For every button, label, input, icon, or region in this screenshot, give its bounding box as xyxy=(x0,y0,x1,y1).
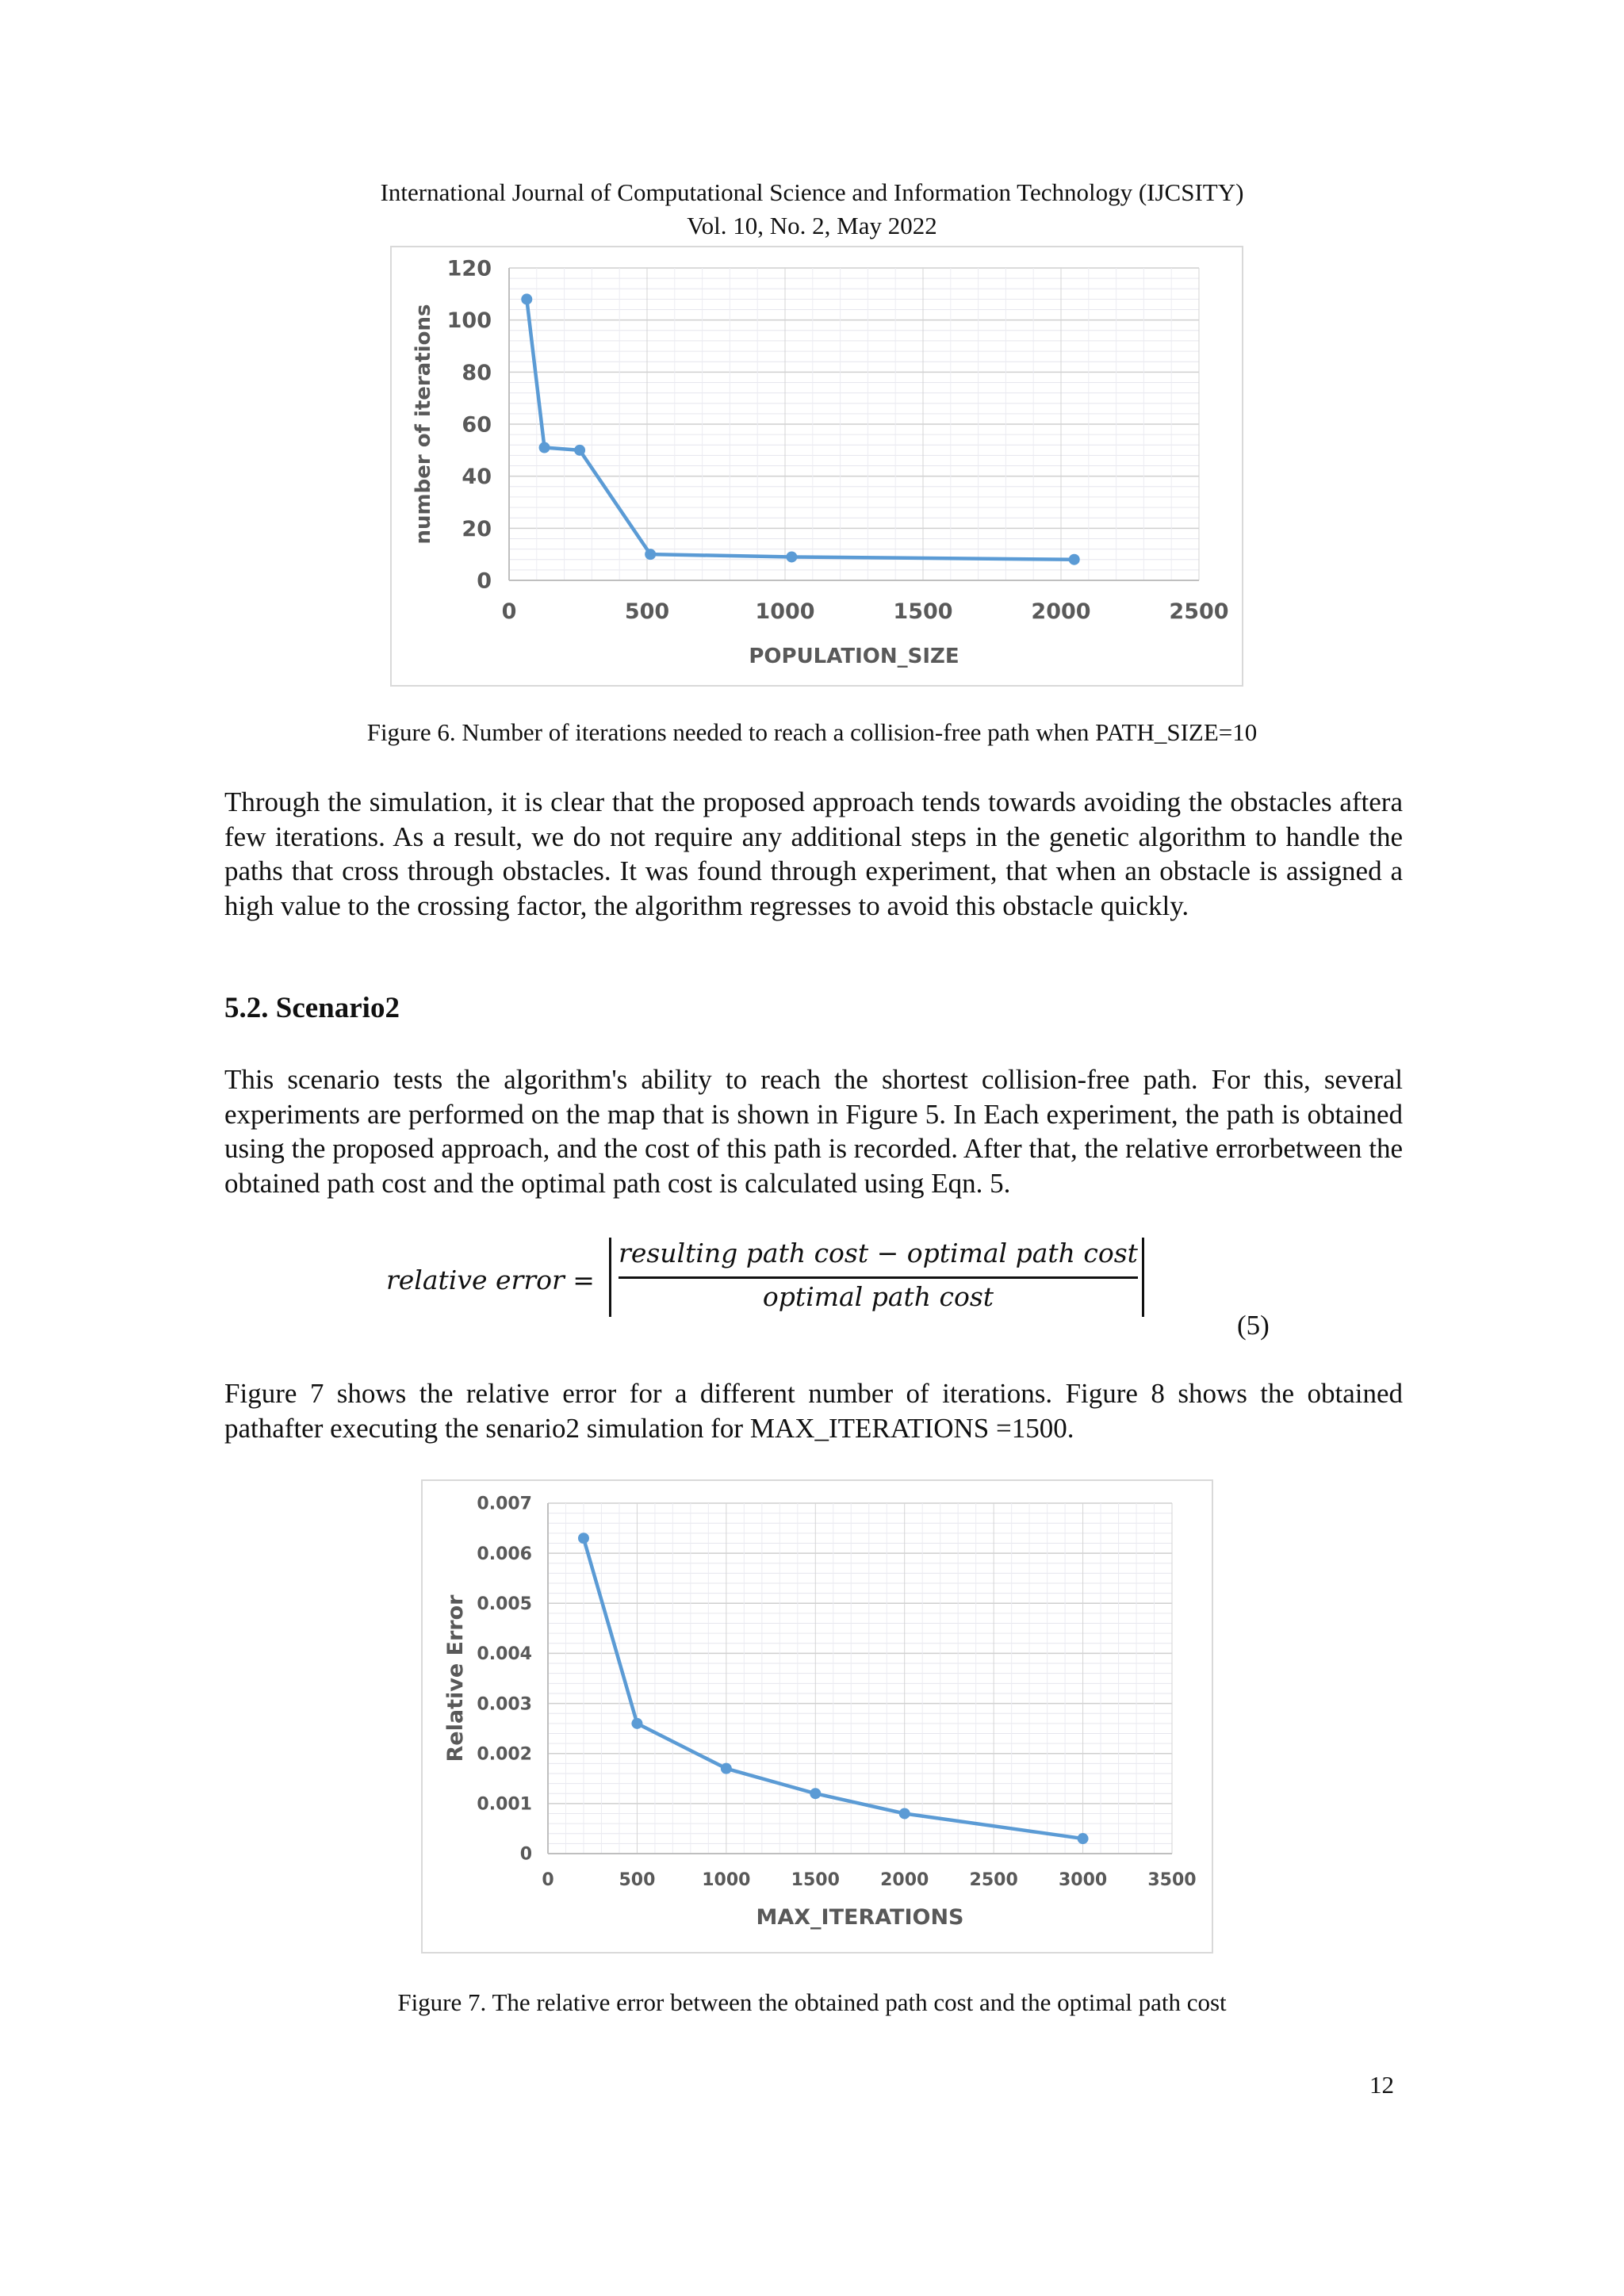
y-tick-label: 0 xyxy=(519,1844,532,1865)
y-tick-label: 0.006 xyxy=(477,1544,532,1564)
x-tick-label: 1500 xyxy=(893,599,953,624)
x-axis-title: MAX_ITERATIONS xyxy=(756,1905,964,1930)
figure-7-svg xyxy=(423,1481,1212,1952)
y-tick-label: 80 xyxy=(462,360,492,385)
y-axis-title: number of iterations xyxy=(412,304,435,545)
x-tick-label: 1000 xyxy=(702,1870,751,1890)
journal-header xyxy=(0,176,1624,243)
y-tick-label: 0.001 xyxy=(477,1794,532,1815)
equation-numerator: resulting path cost − optimal path cost xyxy=(619,1238,1138,1269)
figure-6-caption: Figure 6. Number of iterations needed to reach a collision-free path when PATH_SIZE=10 xyxy=(366,718,1258,746)
paragraph-simulation: Through the simulation, it is clear that the proposed approach tends towards avoiding the obstacles aftera few iterations. As a result, we do not require any additional steps in the genetic algorithm to handle the paths that cross through obstacles. It was found through experiment, that when an obstacle is assigned a high value to the crossing factor, the algorithm regresses to avoid this obstacle quickly. xyxy=(224,786,1403,921)
data-point xyxy=(786,551,797,562)
y-tick-label: 0.005 xyxy=(477,1594,532,1614)
journal-volume: Vol. 10, No. 2, May 2022 xyxy=(687,212,937,239)
y-tick-label: 0.007 xyxy=(477,1494,532,1514)
y-tick-label: 20 xyxy=(462,516,492,541)
figure-6-chart xyxy=(390,246,1243,687)
x-tick-label: 2500 xyxy=(969,1870,1018,1890)
data-point xyxy=(539,442,550,453)
x-tick-label: 2000 xyxy=(880,1870,929,1890)
figure-6-svg xyxy=(392,247,1242,685)
section-heading-scenario2: 5.2. Scenario2 xyxy=(224,992,400,1024)
x-tick-label: 0 xyxy=(542,1870,554,1890)
x-tick-label: 1500 xyxy=(791,1870,840,1890)
x-tick-label: 2500 xyxy=(1169,599,1229,624)
x-axis-title: POPULATION_SIZE xyxy=(749,645,959,668)
equation-abs-bar-right xyxy=(1142,1238,1144,1317)
equation-fraction-bar xyxy=(619,1276,1138,1279)
figure-7-caption: Figure 7. The relative error between the obtained path cost and the optimal path cost xyxy=(397,1988,1227,2016)
data-point xyxy=(721,1763,732,1774)
series-line xyxy=(527,299,1074,559)
x-tick-label: 500 xyxy=(619,1870,656,1890)
data-point xyxy=(521,293,532,304)
y-tick-label: 100 xyxy=(446,308,492,334)
data-point xyxy=(645,549,656,560)
y-tick-label: 0.003 xyxy=(477,1694,532,1715)
y-tick-label: 0 xyxy=(477,568,492,594)
y-tick-label: 40 xyxy=(462,465,492,490)
data-point xyxy=(1069,554,1080,565)
y-axis-title: Relative Error xyxy=(443,1594,468,1762)
equation-lhs: relative error = xyxy=(386,1265,595,1295)
data-point xyxy=(810,1788,821,1799)
data-point xyxy=(1078,1833,1089,1844)
page-number: 12 xyxy=(1369,2071,1394,2099)
equation-number: (5) xyxy=(1237,1310,1270,1341)
x-tick-label: 3000 xyxy=(1058,1870,1108,1890)
x-tick-label: 0 xyxy=(501,599,517,624)
x-tick-label: 2000 xyxy=(1031,599,1091,624)
paragraph-figure7-intro: Figure 7 shows the relative error for a different number of iterations. Figure 8 shows the obtained pathafter executing the senario2 simulation for MAX_ITERATIONS =1500. xyxy=(224,1378,1403,1444)
x-tick-label: 500 xyxy=(624,599,670,624)
data-point xyxy=(578,1533,589,1544)
y-tick-label: 60 xyxy=(462,412,492,438)
data-point xyxy=(631,1718,642,1729)
x-tick-label: 1000 xyxy=(755,599,815,624)
data-point xyxy=(899,1808,910,1819)
equation-relative-error xyxy=(0,1233,1624,1328)
equation-abs-bar-left xyxy=(609,1238,611,1317)
x-tick-label: 3500 xyxy=(1147,1870,1197,1890)
paragraph-scenario2: This scenario tests the algorithm's ability to reach the shortest collision-free path. For this, several experiments are performed on the map that is shown in Figure 5. In Each experiment, the path is obtained using the proposed approach, and the cost of this path is recorded. After that, the relative errorbetween the obtained path cost and the optimal path cost is calculated using Eqn. 5. xyxy=(224,1064,1403,1199)
figure-7-chart xyxy=(421,1479,1213,1954)
data-point xyxy=(574,445,585,456)
journal-title: International Journal of Computational Science and Information Technology (IJCSITY) xyxy=(380,178,1244,206)
y-tick-label: 0.002 xyxy=(477,1744,532,1765)
y-tick-label: 0.004 xyxy=(477,1644,532,1665)
equation-denominator: optimal path cost xyxy=(762,1281,994,1312)
y-tick-label: 120 xyxy=(446,256,492,281)
